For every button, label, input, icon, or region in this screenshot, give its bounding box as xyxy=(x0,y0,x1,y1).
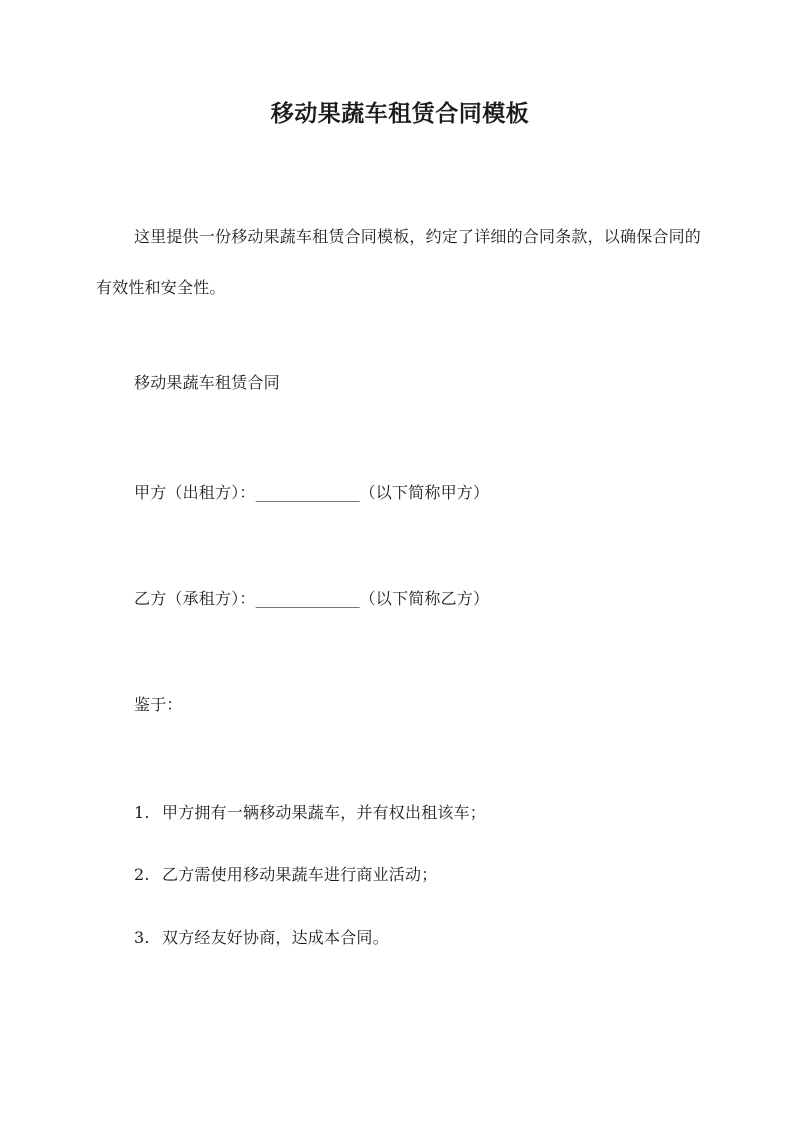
recital-text: 双方经友好协商，达成本合同。 xyxy=(162,928,389,947)
recital-item-2 xyxy=(134,860,437,890)
intro-paragraph: 这里提供一份移动果蔬车租赁合同模板，约定了详细的合同条款，以确保合同的有效性和安全性。 xyxy=(96,227,702,297)
document-title: 移动果蔬车租赁合同模板 xyxy=(270,100,530,127)
party-b-blank: _____________ xyxy=(255,589,360,608)
recital-item-1 xyxy=(134,798,486,828)
recital-number: 3. xyxy=(134,928,150,947)
party-a-suffix: （以下简称甲方） xyxy=(359,483,490,502)
party-b-line xyxy=(134,584,489,614)
recital-number: 1. xyxy=(134,803,150,822)
party-b-label: 乙方（承租方）： xyxy=(134,589,256,608)
recital-item-3 xyxy=(134,923,389,953)
recital-text: 乙方需使用移动果蔬车进行商业活动； xyxy=(162,865,438,884)
recital-text: 甲方拥有一辆移动果蔬车，并有权出租该车； xyxy=(162,803,487,822)
whereas-heading: 鉴于： xyxy=(134,695,183,714)
party-a-blank: _____________ xyxy=(255,483,360,502)
contract-heading: 移动果蔬车租赁合同 xyxy=(134,373,280,392)
party-a-label: 甲方（出租方）： xyxy=(134,483,256,502)
party-b-suffix: （以下简称乙方） xyxy=(359,589,490,608)
party-a-line xyxy=(134,478,489,508)
recital-number: 2. xyxy=(134,865,150,884)
